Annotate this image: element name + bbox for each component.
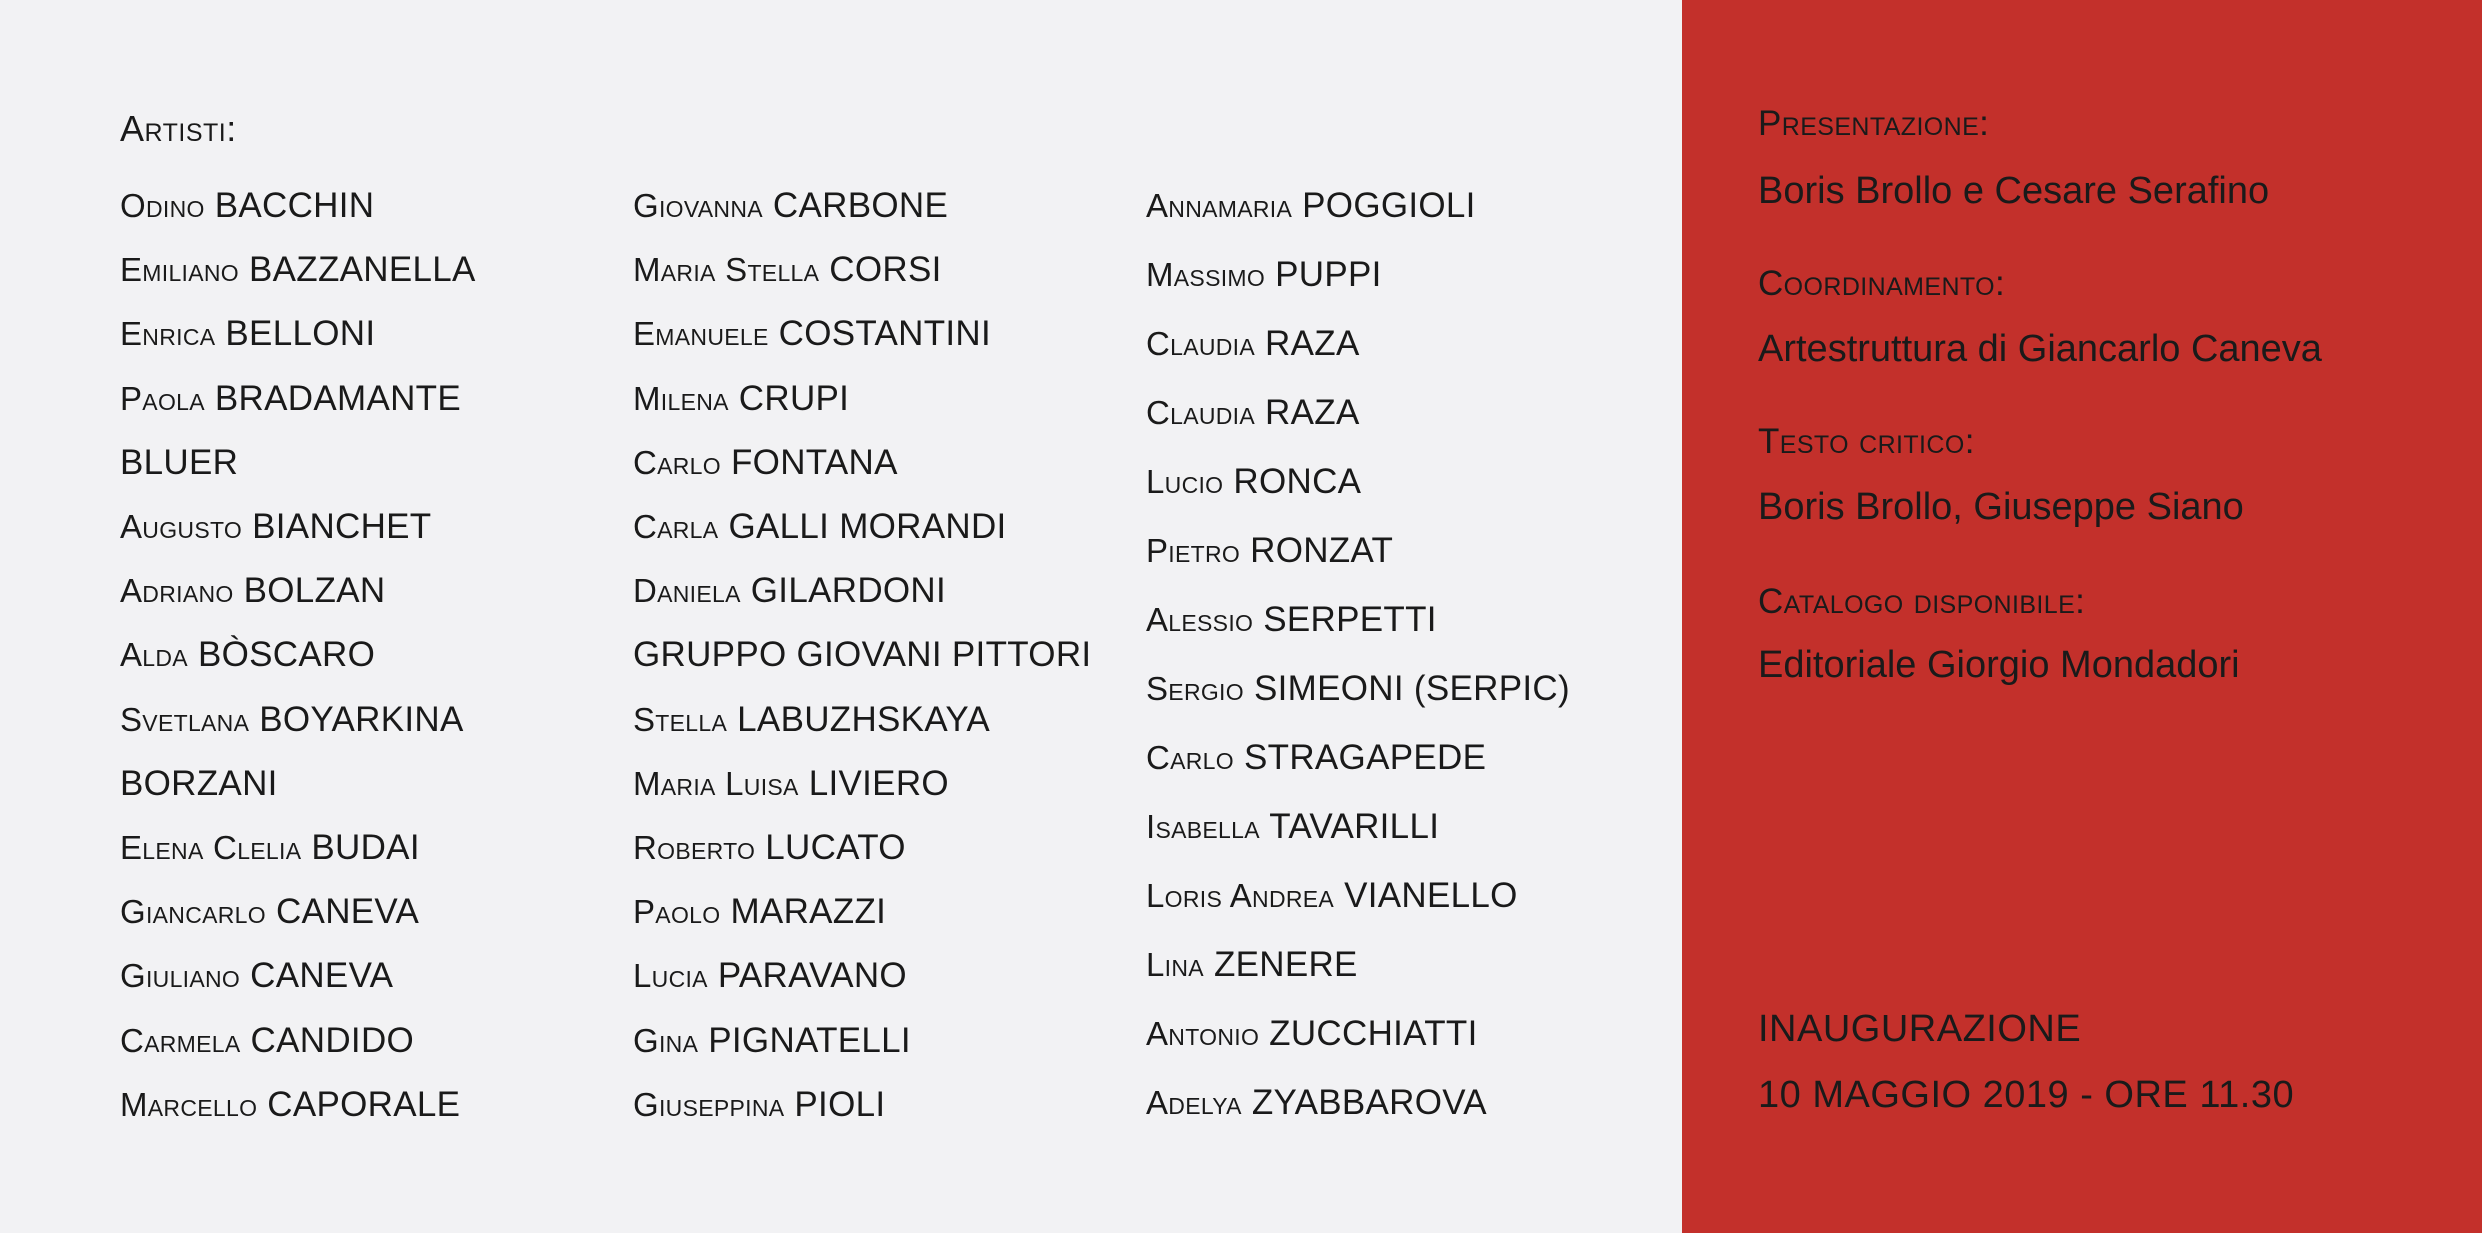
artist-entry	[633, 377, 849, 421]
testo-critico-value: Boris Brollo, Giuseppe Siano	[1758, 486, 2244, 528]
artist-entry	[120, 569, 385, 613]
artist-first-name: Isabella	[1146, 808, 1260, 845]
artist-entry	[120, 762, 278, 806]
artist-last-name: GILARDONI	[750, 571, 947, 611]
testo-value-block	[1758, 486, 2244, 529]
artist-last-name: VIANELLO	[1344, 876, 1518, 915]
artist-entry	[1146, 1012, 1478, 1056]
artist-entry	[120, 890, 419, 934]
presentazione-value: Boris Brollo e Cesare Serafino	[1758, 170, 2270, 212]
artist-last-name: BACCHIN	[214, 186, 375, 225]
artist-last-name: GALLI MORANDI	[728, 507, 1007, 546]
artist-first-name: Roberto	[633, 829, 756, 866]
coordinamento-label: Coordinamento:	[1758, 264, 2006, 303]
artist-last-name: BOLZAN	[243, 571, 386, 611]
artist-last-name: SIMEONI (SERPIC)	[1253, 669, 1570, 708]
artist-entry	[120, 1019, 414, 1063]
artist-entry	[633, 1019, 911, 1063]
artist-first-name: Adriano	[120, 572, 234, 610]
artist-last-name: TAVARILLI	[1269, 807, 1440, 846]
artist-first-name: Lucio	[1146, 463, 1224, 500]
presentazione-value-block	[1758, 170, 2269, 213]
coordinamento-block	[1758, 264, 2005, 304]
artists-heading: Artisti:	[120, 108, 237, 149]
inaugurazione-date-time: 10 MAGGIO 2019 - ORE 11.30	[1758, 1074, 2295, 1116]
artist-last-name: CRUPI	[738, 378, 850, 418]
artist-last-name: SERPETTI	[1263, 600, 1437, 639]
catalogo-value-block	[1758, 644, 2240, 687]
artist-entry	[120, 248, 476, 292]
artist-last-name: STRAGAPEDE	[1244, 738, 1487, 777]
artist-entry	[633, 569, 946, 613]
artist-last-name: BELLONI	[225, 314, 376, 354]
artist-first-name: Svetlana	[120, 700, 250, 738]
artist-last-name: LABUZHSKAYA	[737, 699, 991, 739]
artist-entry	[120, 826, 420, 870]
artist-last-name: PARAVANO	[717, 956, 907, 996]
artist-last-name: RONCA	[1233, 462, 1362, 501]
artist-last-name: CANEVA	[250, 956, 394, 996]
artist-first-name: Carla	[633, 508, 719, 545]
artist-entry	[633, 826, 906, 870]
artist-first-name: Enrica	[120, 315, 216, 353]
artist-entry	[120, 633, 375, 677]
artist-first-name: Giovanna	[633, 187, 763, 224]
artist-first-name: Paolo	[633, 893, 721, 931]
artist-first-name: Maria Stella	[633, 251, 820, 289]
artist-first-name: Antonio	[1146, 1015, 1260, 1052]
artist-last-name: PIOLI	[794, 1084, 886, 1124]
artist-last-name: POGGIOLI	[1302, 186, 1476, 225]
presentazione-block	[1758, 104, 1989, 144]
artist-last-name: RAZA	[1265, 324, 1360, 363]
artist-entry	[1146, 736, 1486, 780]
artist-first-name: Milena	[633, 379, 729, 417]
artist-entry	[633, 698, 990, 742]
artist-last-name: CAPORALE	[267, 1084, 461, 1124]
artist-first-name: Claudia	[1146, 325, 1256, 362]
artist-entry	[633, 762, 949, 806]
artist-last-name: CARBONE	[772, 186, 949, 225]
artist-last-name: BÒSCARO	[197, 635, 376, 675]
artist-first-name: Carlo	[1146, 739, 1234, 776]
artist-entry	[633, 312, 991, 356]
artist-last-name: BLUER	[120, 442, 239, 482]
artist-entry	[120, 377, 461, 421]
artist-first-name: Odino	[120, 187, 205, 224]
artist-entry	[1146, 460, 1361, 504]
testo-block	[1758, 422, 1975, 462]
artist-last-name: ZUCCHIATTI	[1269, 1014, 1478, 1053]
artist-first-name: Giancarlo	[120, 893, 266, 931]
artist-entry	[120, 954, 393, 998]
artist-entry	[1146, 667, 1570, 711]
artist-last-name: BRADAMANTE	[214, 378, 461, 418]
artist-entry	[1146, 529, 1393, 573]
artist-entry	[1146, 1081, 1487, 1125]
artist-last-name: PUPPI	[1275, 255, 1382, 294]
artist-last-name: LUCATO	[765, 828, 906, 867]
artist-first-name: Daniela	[633, 572, 741, 610]
artist-first-name: Maria Luisa	[633, 764, 799, 802]
artist-last-name: BORZANI	[120, 763, 278, 803]
artist-entry	[120, 505, 432, 549]
artist-last-name: CORSI	[829, 250, 942, 290]
catalogo-value: Editoriale Giorgio Mondadori	[1758, 644, 2240, 686]
artist-entry	[633, 633, 1091, 677]
artist-last-name: BOYARKINA	[259, 699, 464, 739]
artist-last-name: MARAZZI	[730, 892, 887, 932]
artist-entry	[1146, 391, 1360, 435]
artist-first-name: Carmela	[120, 1021, 241, 1059]
artist-entry	[1146, 598, 1437, 642]
artist-first-name: Gina	[633, 1021, 699, 1059]
artist-entry	[633, 248, 942, 292]
artist-first-name: Paola	[120, 379, 205, 417]
artist-last-name: ZYABBAROVA	[1251, 1083, 1487, 1122]
artist-entry	[120, 1083, 460, 1127]
artist-entry	[633, 1083, 885, 1127]
artist-last-name: RAZA	[1265, 393, 1360, 432]
artist-last-name: CANEVA	[275, 892, 420, 932]
artist-entry	[1146, 874, 1518, 918]
artist-first-name: Sergio	[1146, 670, 1244, 707]
artist-last-name: PIGNATELLI	[708, 1020, 911, 1060]
artist-entry	[633, 954, 907, 998]
artist-last-name: RONZAT	[1250, 531, 1394, 570]
artist-entry	[633, 890, 886, 934]
artist-entry	[1146, 253, 1382, 297]
artist-first-name: Carlo	[633, 443, 721, 481]
artist-first-name: Loris Andrea	[1146, 877, 1335, 914]
artist-first-name: Augusto	[120, 508, 243, 545]
artist-first-name: Lucia	[633, 957, 708, 995]
artist-first-name: Pietro	[1146, 532, 1241, 569]
artist-last-name: COSTANTINI	[778, 314, 991, 354]
artist-first-name: Giuseppina	[633, 1085, 785, 1123]
artist-last-name: BAZZANELLA	[249, 250, 476, 290]
artist-first-name: Emiliano	[120, 251, 239, 289]
catalogo-block	[1758, 582, 2085, 622]
testo-critico-label: Testo critico:	[1758, 422, 1975, 461]
artist-first-name: Emanuele	[633, 315, 769, 353]
artist-last-name: LIVIERO	[808, 763, 949, 803]
presentazione-label: Presentazione:	[1758, 104, 1990, 143]
artist-first-name: Claudia	[1146, 394, 1256, 431]
artist-first-name: Alda	[120, 636, 188, 674]
artist-entry	[1146, 184, 1476, 228]
artist-first-name: Lina	[1146, 946, 1204, 983]
artist-first-name: Massimo	[1146, 256, 1266, 293]
artist-last-name: BIANCHET	[252, 507, 432, 546]
artist-entry	[1146, 943, 1358, 987]
artist-entry	[120, 312, 375, 356]
artist-entry	[120, 698, 464, 742]
artist-first-name: Adelya	[1146, 1084, 1242, 1121]
artist-entry	[633, 441, 898, 485]
artist-first-name: Annamaria	[1146, 187, 1293, 224]
artist-last-name: CANDIDO	[250, 1020, 415, 1060]
artist-first-name: Giuliano	[120, 957, 241, 995]
inaugurazione-title: INAUGURAZIONE	[1758, 1008, 2082, 1050]
coordinamento-value: Artestruttura di Giancarlo Caneva	[1758, 328, 2322, 370]
artist-first-name: Elena Clelia	[120, 829, 302, 866]
artist-first-name: Marcello	[120, 1085, 258, 1123]
artist-entry	[1146, 805, 1439, 849]
artist-entry	[1146, 322, 1360, 366]
artist-last-name: GRUPPO GIOVANI PITTORI	[633, 635, 1092, 675]
artist-first-name: Alessio	[1146, 601, 1254, 638]
artist-entry	[633, 184, 948, 228]
artist-last-name: ZENERE	[1213, 945, 1358, 984]
artist-last-name: BUDAI	[311, 828, 420, 867]
artist-first-name: Stella	[633, 700, 728, 738]
artist-last-name: FONTANA	[731, 442, 898, 482]
catalogo-label: Catalogo disponibile:	[1758, 582, 2086, 621]
artist-entry	[120, 441, 238, 485]
artist-entry	[633, 505, 1007, 549]
artist-entry	[120, 184, 374, 228]
coordinamento-value-block	[1758, 328, 2322, 371]
